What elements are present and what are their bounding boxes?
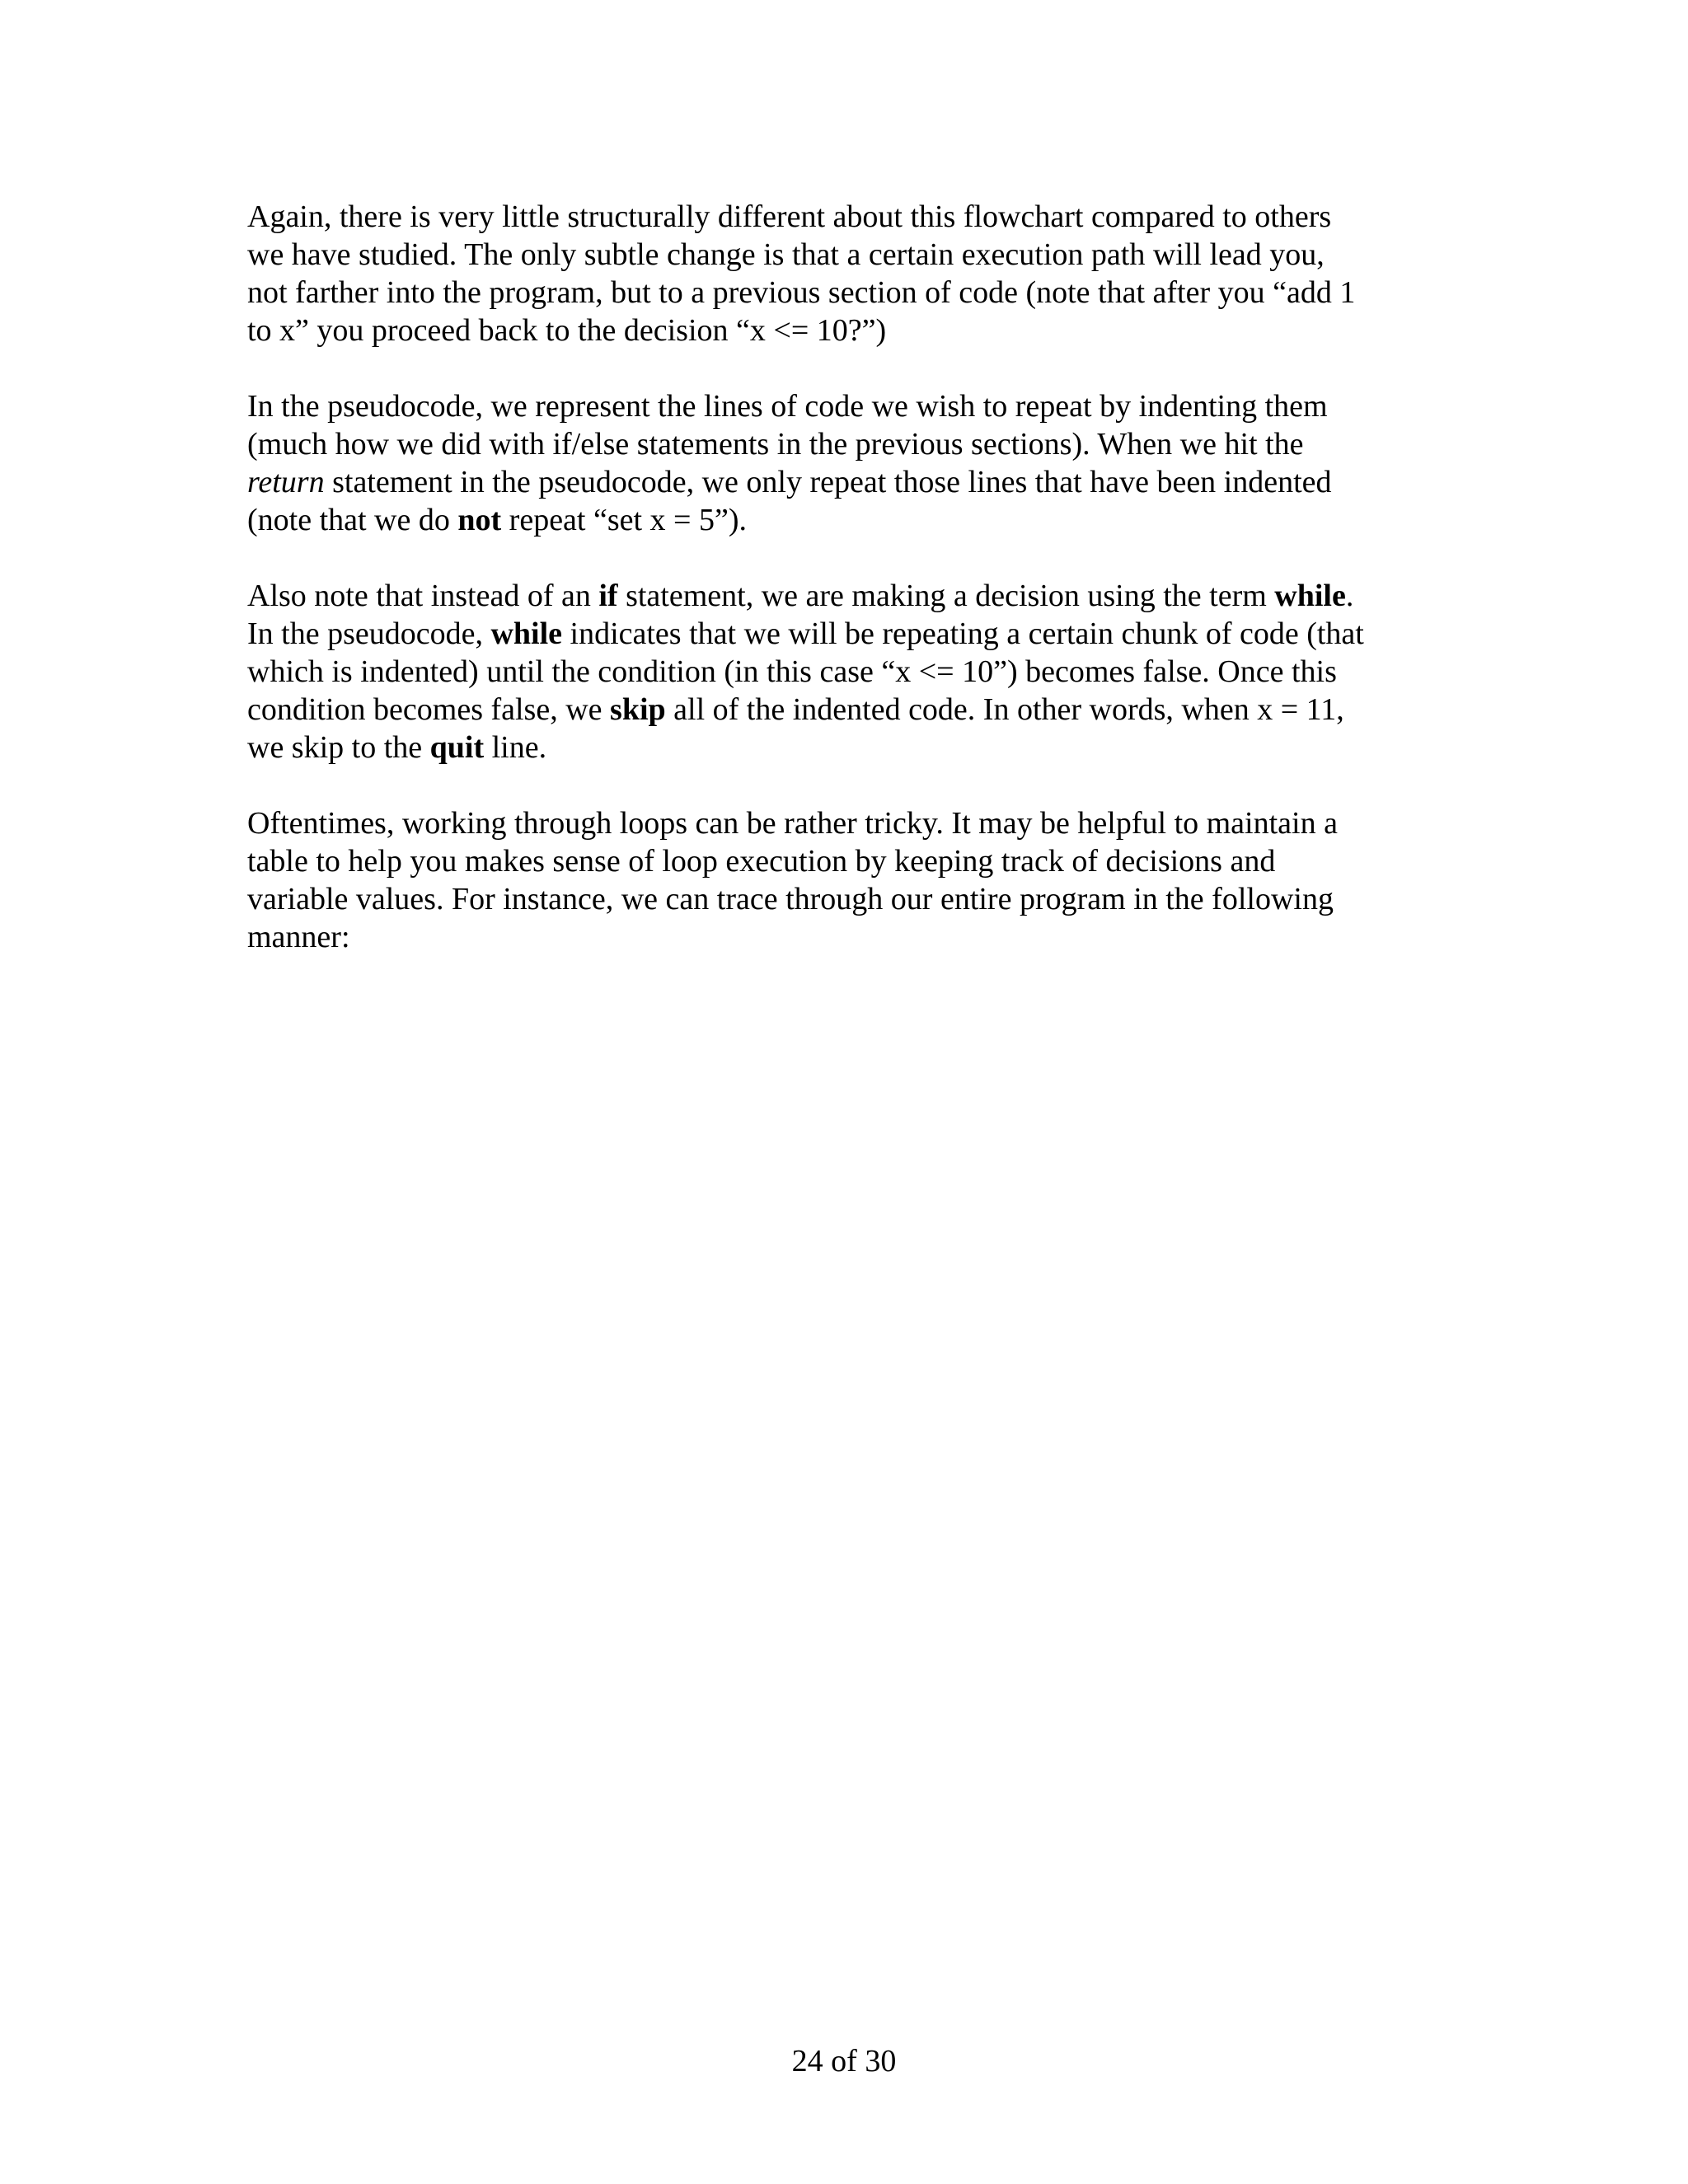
paragraph-while-statement [247, 577, 1442, 766]
text-line: condition becomes false, we skip all of the indented code. In other words, when x = 11, [247, 692, 1344, 727]
text-line: which is indented) until the condition (in this case “x <= 10”) becomes false. Once this [247, 654, 1337, 689]
text-line: Also note that instead of an if statement, we are making a decision using the term while. [247, 579, 1354, 613]
paragraph-loop-tracing [247, 804, 1442, 956]
emphasis-skip: skip [610, 692, 666, 727]
text-line: In the pseudocode, we represent the lines of code we wish to repeat by indenting them [247, 389, 1328, 424]
emphasis-while: while [490, 616, 563, 651]
text-line: not farther into the program, but to a previous section of code (note that after you “add 1 [247, 275, 1356, 310]
text-line: we skip to the quit line. [247, 730, 547, 765]
page-number: 24 of 30 [791, 2044, 897, 2079]
text-line: table to help you makes sense of loop execution by keeping track of decisions and [247, 844, 1276, 879]
text-line: we have studied. The only subtle change is that a certain execution path will lead you, [247, 237, 1325, 272]
paragraph-pseudocode-indentation [247, 387, 1442, 539]
document-body [247, 198, 1442, 994]
text-line: return statement in the pseudocode, we only repeat those lines that have been indented [247, 465, 1332, 499]
text-line: to x” you proceed back to the decision “x <= 10?”) [247, 313, 887, 348]
text-line: (note that we do not repeat “set x = 5”). [247, 503, 748, 537]
emphasis-not: not [457, 503, 502, 537]
text-line: Again, there is very little structurally different about this flowchart compared to others [247, 199, 1332, 234]
paragraph-flowchart-comparison [247, 198, 1442, 349]
emphasis-quit: quit [429, 730, 485, 765]
text-line: Oftentimes, working through loops can be rather tricky. It may be helpful to maintain a [247, 806, 1338, 841]
emphasis-while: while [1274, 579, 1346, 613]
text-line: variable values. For instance, we can trace through our entire program in the following [247, 882, 1334, 916]
emphasis-return: return [247, 465, 325, 499]
text-line: manner: [247, 920, 350, 954]
text-line: (much how we did with if/else statements in the previous sections). When we hit the [247, 427, 1304, 462]
emphasis-if: if [598, 579, 618, 613]
text-line: In the pseudocode, while indicates that we will be repeating a certain chunk of code (that [247, 616, 1364, 651]
